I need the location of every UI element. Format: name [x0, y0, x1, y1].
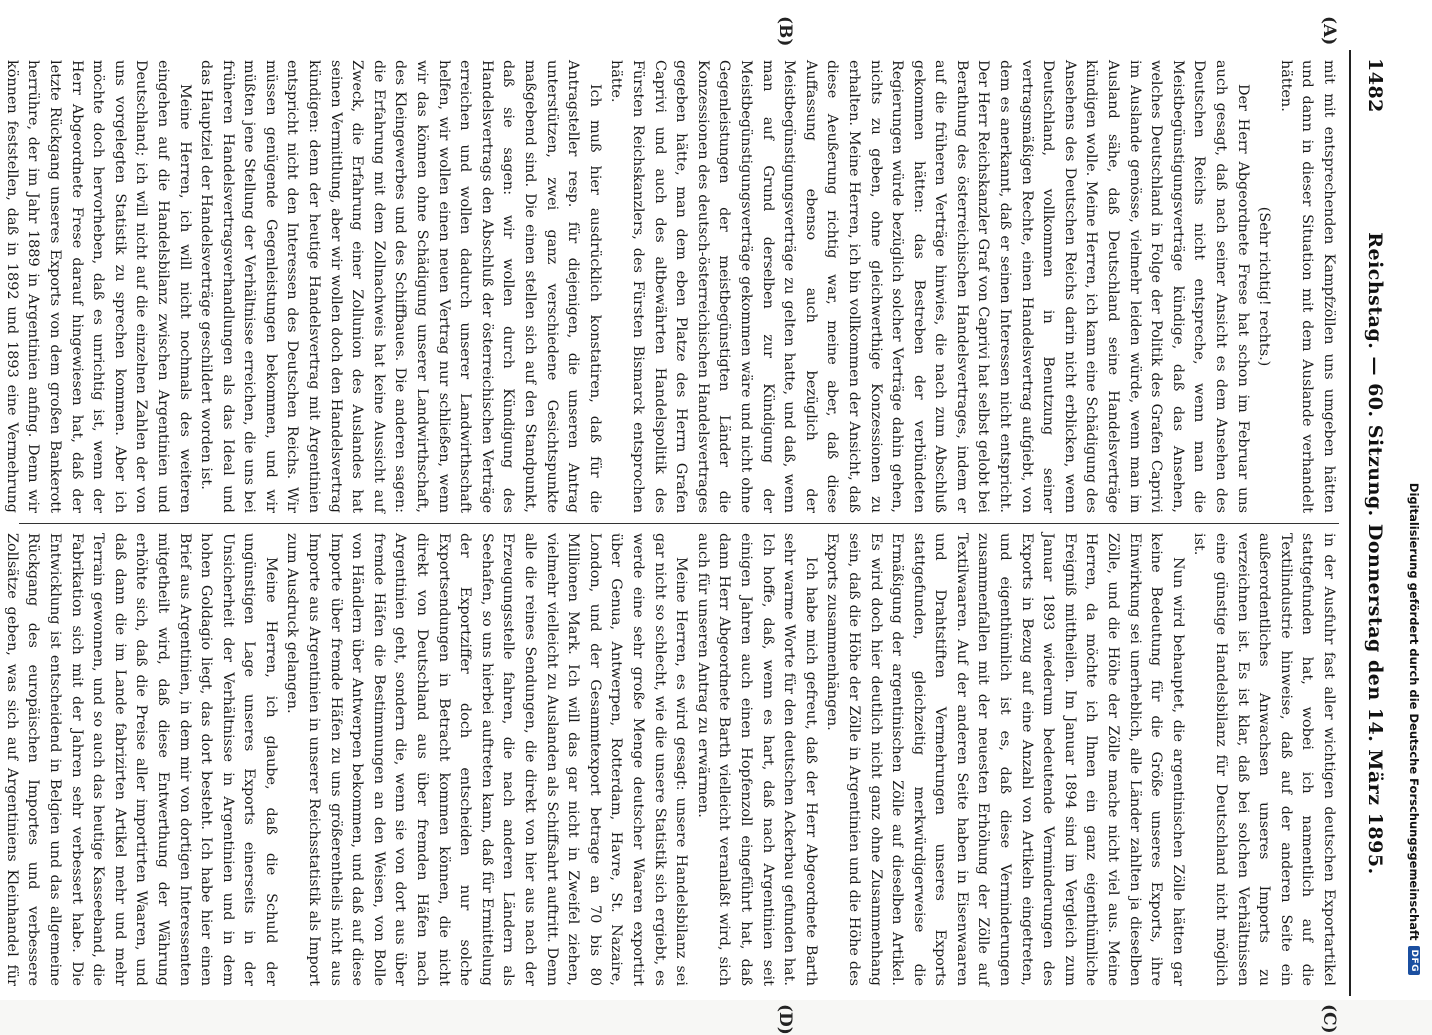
left-column-text [0, 60, 1339, 513]
paragraph: mit mit entsprechenden Kampfzöllen uns umgeben hätten und dann in dieser Situation mit dem Auslande verhandelt hätten. [1277, 60, 1337, 513]
dfg-logo-icon: DFG [1408, 946, 1420, 975]
digitization-credit [1404, 8, 1426, 992]
paragraph: in der Ausfuhr fast aller wichtigen deutschen Exportartikel stattgefunden hat, wobei ich namentlich auf die Textilindustrie hinweise, daß auf der anderen Seite ein außerordentliches Anwachsen unseres Imports zu verzeichnen ist. Es ist klar, daß bei solchen Verhältnissen eine günstige Handelsbilanz für Deutschland nicht möglich ist. [1191, 533, 1337, 986]
margin-mark-a: (A) [1319, 16, 1339, 46]
credit-line [1407, 15, 1421, 975]
paragraph: Der Herr Abgeordnete Frese hat schon im Februar uns auch gesagt, daß nach seiner Ansicht es dem Ansehen des Deutschen Reichs nicht entspreche, wenn man die Meistbegünstigungsverträge kündige, daß das Ansehen, welches Deutschland in Folge der Politik des Grafen Caprivi im Auslande genösse, vielmehr leiden würde, wenn man im Ausland sähe, daß Deutschland seine Handelsverträge kündigen wolle. Meine Herren, ich kann eine Schädigung des Ansehens des Deutschen Reichs darin nicht erblicken, wenn Deutschland, vollkommen in Benutzung seiner vertragsmäßigen Rechte, einen Handelsvertrag aufgiebt, von dem es anerkannt, daß er seinen Interessen nicht entspricht. Der Herr Reichskanzler Graf von Caprivi hat selbst gelobt bei Berathung des österreichischen Handelsvertrages, indem er auf die früheren Verträge hinwies, die nach zum Abschluß gekommen hätten: das Bestreben der verbündeten Regierungen würde bezüglich solcher Verträge dahin gehen, nichts zu geben, ohne gleichwerthige Konzessionen zu erhalten. Meine Herren, ich bin vollkommen der Ansicht, daß diese Aeußerung richtig war, meine aber, daß diese Auffassung ebenso auch bezüglich der Meistbegünstigungsverträge zu gelten hatte, und daß, wenn man auf Grund derselben zur Kündigung der Meistbegünstigungsverträge gekommen wäre und nicht ohne Gegenleistungen der meistbegünstigten Länder die Konzessionen des deutsch-österreichischen Handelsvertrages gegeben hätte, man dem eben Platze des Herrn Grafen Caprivi und auch des altbewährten Handelspolitik des Fürsten Reichskanzlers, des Fürsten Bismarck entsprochen hätte. [608, 60, 1251, 513]
margin-mark-d: (D) [775, 1004, 795, 1035]
page-header [1355, 0, 1395, 1000]
paragraph: Nun wird behauptet, die argentinischen Zölle hätten gar keine Bedeutung für die Größe unseres Exports, ihre Einwirkung sei unerheblich, alle Länder zahlten ja dieselben Zölle, und die Höhe der Zölle mache nicht viel aus. Meine Herren, da möchte ich Ihnen ein ganz eigenthümliche Ereigniß mittheilen. Im Januar 1894 sind im Vergleich zum Januar 1893 wiederum bedeutende Verminderungen des Exports in Bezug auf eine Anzahl von Artikeln eingetreten, und eigenthümlich ist es, daß diese Verminderungen zusammenfallen mit der neuesten Erhöhung der Zölle auf Textilwaaren. Auf der anderen Seite haben in Eisenwaaren und Drahtstiften Vermehrungen unseres Exports stattgefunden, gleichzeitig merkwürdigerweise die Ermäßigung der argentinischen Zölle auf dieselben Artikel. Es wird doch hier deutlich nicht ganz ohne Zusammenhang sein, daß die Höhe der Zölle in Argentinien und die Höhe des Exports zusammenhängen. [824, 533, 1186, 986]
paragraph: (Sehr richtig! rechts.) [1256, 206, 1273, 367]
page-number: 1482 [1364, 58, 1386, 113]
paragraph: Ich muß hier ausdrücklich konstatiren, daß für die Antragsteller resp. für diejenigen, die unseren Antrag unterstützen, zwei ganz verschiedene Gesichtspunkte maßgebend sind. Die einen stellen sich auf den Standpunkt, daß sie sagen: wir wollen durch Kündigung des Handelsvertrags den Abschluß der österreichischen Verträge erreichen und wollen dadurch unserer Landwirthschaft helfen, wir wollen einen neuen Vertrag nur schließen, wenn wir das können ohne Schädigung unserer Landwirthschaft, des Kleingewerbes und des Schiffbaues. Die anderen sagen: die Erfahrung mit dem Zollnachweis hat keine Aussicht auf Zweck, die Erfahrung einer Zollunion des Auslandes hat seinen Vermittlung, aber wir wollen doch den Handelsvertrag kündigen: denn der heutige Handelsvertrag mit Argentinien entspricht nicht den Interessen des Deutschen Reichs. Wir müssen genügende Gegenleistungen bekommen, und wir müßten jene Stellung der Verhältnisse erreichen, die uns bei früheren Handelsvertragsverhandlungen als das Ideal und das Hauptziel der Handelsverträge geschildert worden ist. [198, 60, 603, 513]
paragraph: Meine Herren, es wird gesagt: unsere Handelsbilanz sei gar nicht so schlecht, wie die unsere Statistik sich ergiebt, es werde eine sehr große Menge deutscher Waaren exportirt über Genua, Antwerpen, Rotterdam, Havre, St. Nazaire, London, und der Gesammtexport betrage an 70 bis 80 Millionen Mark. Ich will das gar nicht in Zweifel ziehen, vielmehr vielleicht zu Auslanden als Schiffsahrt auftritt. Denn alle die reines Sendungen, die direkt von hier aus nach der Erzeugungsstelle fahren, die nach anderen Ländern als Seehafen, so uns hierbei auftreten kann, daß für Ermittelung der Exportziffer doch entscheiden nur solche Exportsendungen in Betracht kommen können, die nicht direkt von Deutschland aus über fremden Häfen nach Argentinien geht, sondern die, wenn sie von dort aus über fremde Häfen die Bestimmungen an den Weisen, von Bolle von Händlern über Antwerpen bekommen, und daß auf diese Importe über fremde Häfen zu uns größerentheils nicht aus Importe aus Argentinien in unserer Reichsstatistik als Import zum Ausdruck gelangen. [284, 533, 690, 986]
right-column [3, 523, 1339, 996]
paragraph: Ich habe mich gefreut, daß der Herr Abgeordnete Barth sehr warme Worte für den deutschen Ackerbau gefunden hat. Ich hoffe, daß, wenn es hart, daß nach Argentinien seit einigen Jahren auch einen Hopfenzoll eingeführt hat, daß dann Herr Abgeordnete Barth vielleicht veranlaßt wird, sich auch für unseren Antrag zu erwärmen. [694, 533, 819, 986]
column-divider [19, 523, 1339, 524]
paragraph: Meine Herren, ich glaube, daß die Schuld der ungünstigen Lage unseres Exports einerseits in der Unsicherheit der Verhältnisse in Argentinien und in dem hohen Goldagio liegt, das dort besteht. Ich habe hier einen Brief aus Argentinien, in dem mir von dortigen Interessenten mitgetheilt wird, daß diese Entwerthung der Währung erhöhte sich, daß die Preise aller importirten Waaren, und daß dann die im Lande fabrizirten Artikel mehr und mehr Terrain gewonnen, und so auch das heutige Kasseeband, die Fabrikation sich mit der Jahren sehr verbessert habe. Die Entwicklung ist entscheidend in Belgien und das allgemeine Rückgang des europäischen Importes und verbessere Zollsätze geben, was sich auf Argentiniens Kleinhandel für [3, 533, 279, 986]
margin-mark-c: (C) [1319, 1004, 1339, 1034]
running-head: Reichstag. — 60. Sitzung. Donnerstag den 14. März 1895. [1364, 232, 1386, 875]
header-rule [1349, 50, 1351, 996]
paragraph: Meine Herren, ich will nicht nochmals des weiteren eingehen auf die Handelsbilanz zwischen Argentinien und Deutschland; ich will nicht auf die einzelnen Zahlen der von uns vorgelegten Statistik zu sprechen kommen. Aber ich möchte doch hervorheben, daß es unrichtig ist, wenn der Herr Abgeordnete Frese darauf hingewiesen hat, daß der letzte Rückgang unseres Exports von dem großen Bankerott herrühre, der im Jahr 1889 in Argentinien anfing. Denn wir können feststellen, daß in 1892 und 1893 eine Vermehrung [3, 60, 193, 513]
margin-mark-b: (B) [775, 16, 795, 47]
left-column [3, 50, 1339, 523]
right-column-text [0, 533, 1339, 986]
credit-text: Digitalisierung gefördert durch die Deutsche Forschungsgemeinschaft [1407, 482, 1421, 941]
